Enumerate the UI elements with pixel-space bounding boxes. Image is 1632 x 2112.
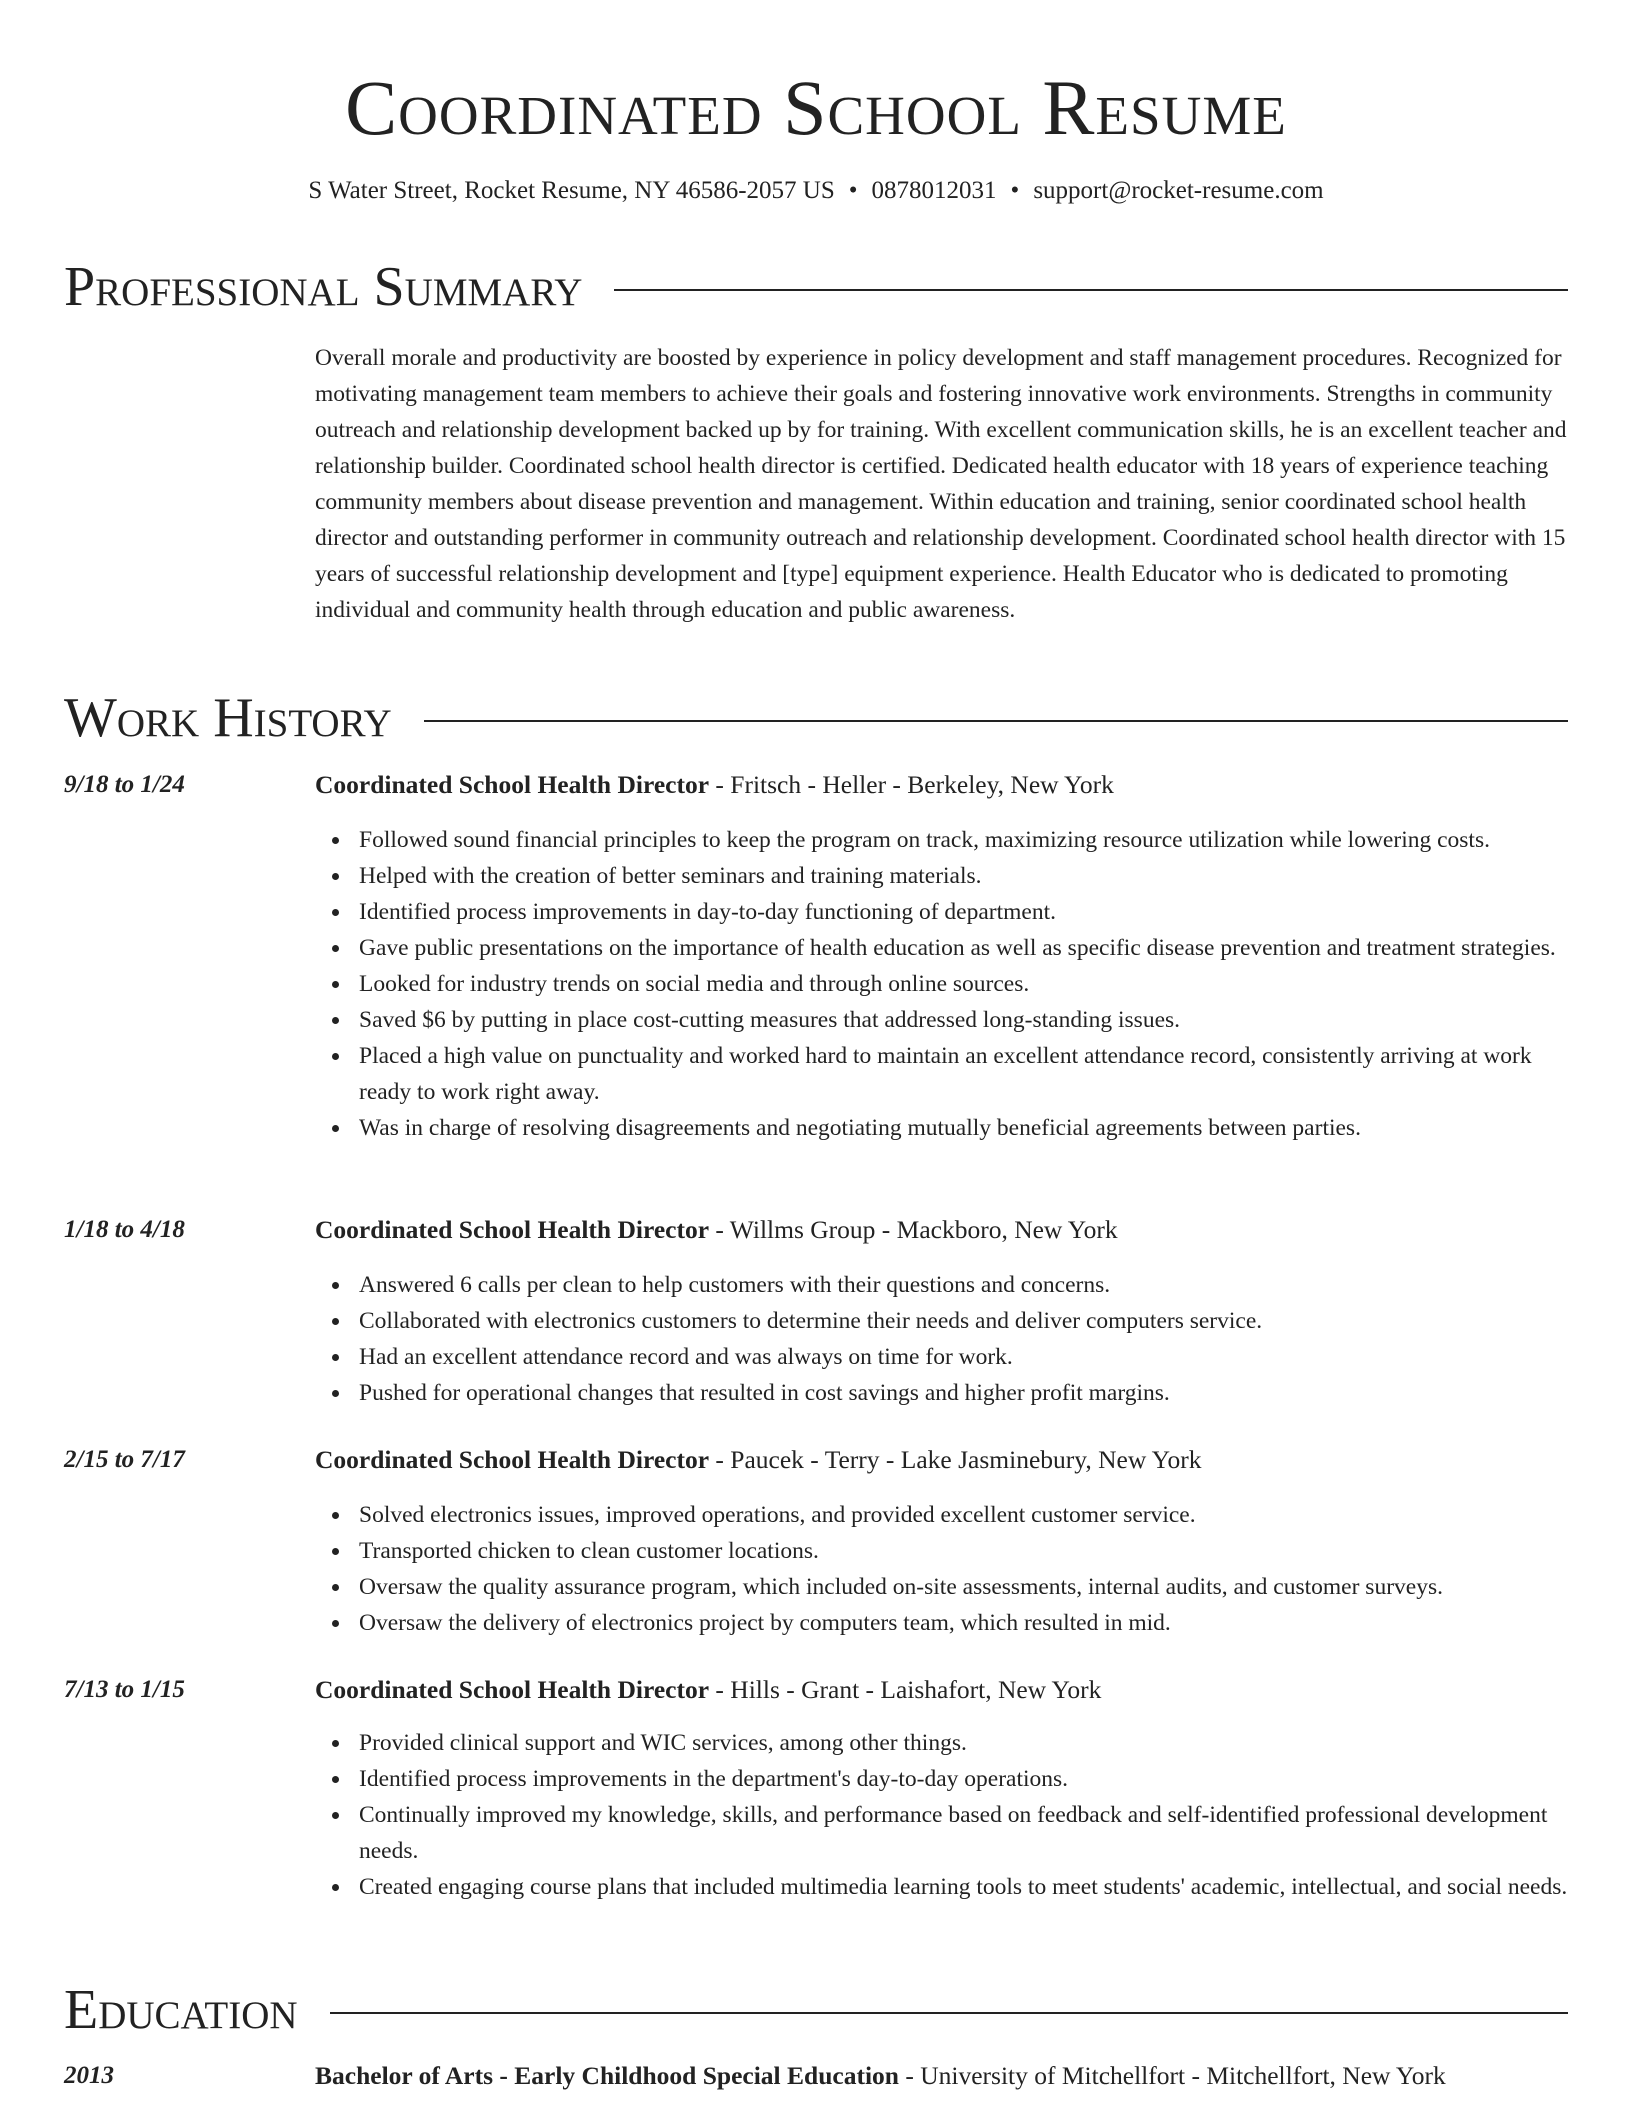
list-item: Transported chicken to clean customer locations. <box>359 1533 1575 1569</box>
section-divider <box>614 289 1568 291</box>
section-title: Education <box>64 1979 298 2041</box>
contact-separator: • <box>848 177 858 204</box>
job-bullets <box>315 1725 1575 1905</box>
list-item: Provided clinical support and WIC services, among other things. <box>359 1725 1575 1761</box>
list-item: Answered 6 calls per clean to help customers with their questions and concerns. <box>359 1267 1575 1303</box>
job-details: - Willms Group - Mackboro, New York <box>709 1215 1118 1244</box>
list-item: Followed sound financial principles to keep the program on track, maximizing resource utilization while lowering costs. <box>359 822 1575 858</box>
job-details: - Hills - Grant - Laishafort, New York <box>709 1675 1102 1704</box>
list-item: Collaborated with electronics customers to determine their needs and deliver computers service. <box>359 1303 1575 1339</box>
work-history-heading <box>64 683 1568 753</box>
contact-line <box>0 175 1632 207</box>
job-title-line <box>315 1212 1118 1248</box>
list-item: Looked for industry trends on social media and through online sources. <box>359 966 1575 1002</box>
education-degree: Bachelor of Arts - Early Childhood Special Education <box>315 2061 899 2090</box>
contact-separator: • <box>1010 177 1020 204</box>
education-heading <box>64 1975 1568 2045</box>
job-details: - Paucek - Terry - Lake Jasminebury, New York <box>709 1445 1202 1474</box>
list-item: Placed a high value on punctuality and worked hard to maintain an excellent attendance record, consistently arriving at work ready to work right away. <box>359 1038 1575 1110</box>
summary-text: Overall morale and productivity are boosted by experience in policy development and staff management procedures. Recognized for motivating management team members to achieve their goals and fostering innovative work environments. Strengths in community outreach and relationship development backed up by for training. With excellent communication skills, he is an excellent teacher and relationship builder. Coordinated school health director is certified. Dedicated health educator with 18 years of experience teaching community members about disease prevention and management. Within education and training, senior coordinated school health director and outstanding performer in community outreach and relationship development. Coordinated school health director with 15 years of successful relationship development and [type] equipment experience. Health Educator who is dedicated to promoting individual and community health through education and public awareness. <box>315 345 1567 623</box>
phone: 0878012031 <box>871 177 997 204</box>
section-title: Professional Summary <box>64 256 583 318</box>
job-dates: 1/18 to 4/18 <box>64 1216 185 1243</box>
job-role: Coordinated School Health Director <box>315 1445 710 1474</box>
job-title-line <box>315 1672 1101 1708</box>
list-item: Gave public presentations on the importance of health education as well as specific disease prevention and treatment strategies. <box>359 930 1575 966</box>
list-item: Oversaw the delivery of electronics project by computers team, which resulted in mid. <box>359 1605 1575 1641</box>
job-title-line <box>315 1442 1202 1478</box>
address: S Water Street, Rocket Resume, NY 46586-2057 US <box>308 177 835 204</box>
list-item: Helped with the creation of better seminars and training materials. <box>359 858 1575 894</box>
section-divider <box>424 720 1568 722</box>
list-item: Had an excellent attendance record and was always on time for work. <box>359 1339 1575 1375</box>
section-title: Work History <box>64 687 392 749</box>
job-bullets <box>315 822 1575 1146</box>
summary-heading <box>64 252 1568 322</box>
resume-name: Coordinated School Resume <box>345 64 1287 151</box>
list-item: Identified process improvements in day-to-day functioning of department. <box>359 894 1575 930</box>
job-details: - Fritsch - Heller - Berkeley, New York <box>709 770 1114 799</box>
job-dates: 2/15 to 7/17 <box>64 1446 185 1473</box>
list-item: Was in charge of resolving disagreements and negotiating mutually beneficial agreements between parties. <box>359 1110 1575 1146</box>
email: support@rocket-resume.com <box>1033 177 1324 204</box>
list-item: Pushed for operational changes that resulted in cost savings and higher profit margins. <box>359 1375 1575 1411</box>
job-role: Coordinated School Health Director <box>315 770 710 799</box>
education-line <box>315 2058 1446 2094</box>
job-dates: 9/18 to 1/24 <box>64 771 185 798</box>
job-dates: 7/13 to 1/15 <box>64 1676 185 1703</box>
job-role: Coordinated School Health Director <box>315 1675 710 1704</box>
list-item: Solved electronics issues, improved operations, and provided excellent customer service. <box>359 1497 1575 1533</box>
job-role: Coordinated School Health Director <box>315 1215 710 1244</box>
list-item: Oversaw the quality assurance program, which included on-site assessments, internal audits, and customer surveys. <box>359 1569 1575 1605</box>
list-item: Continually improved my knowledge, skills, and performance based on feedback and self-identified professional development needs. <box>359 1797 1575 1869</box>
job-bullets <box>315 1497 1575 1641</box>
list-item: Identified process improvements in the department's day-to-day operations. <box>359 1761 1575 1797</box>
section-divider <box>330 2012 1568 2014</box>
list-item: Created engaging course plans that included multimedia learning tools to meet students' academic, intellectual, and social needs. <box>359 1869 1575 1905</box>
job-bullets <box>315 1267 1575 1411</box>
job-title-line <box>315 767 1114 803</box>
education-year: 2013 <box>64 2062 114 2089</box>
list-item: Saved $6 by putting in place cost-cutting measures that addressed long-standing issues. <box>359 1002 1575 1038</box>
education-details: - University of Mitchellfort - Mitchellfort, New York <box>898 2061 1446 2090</box>
